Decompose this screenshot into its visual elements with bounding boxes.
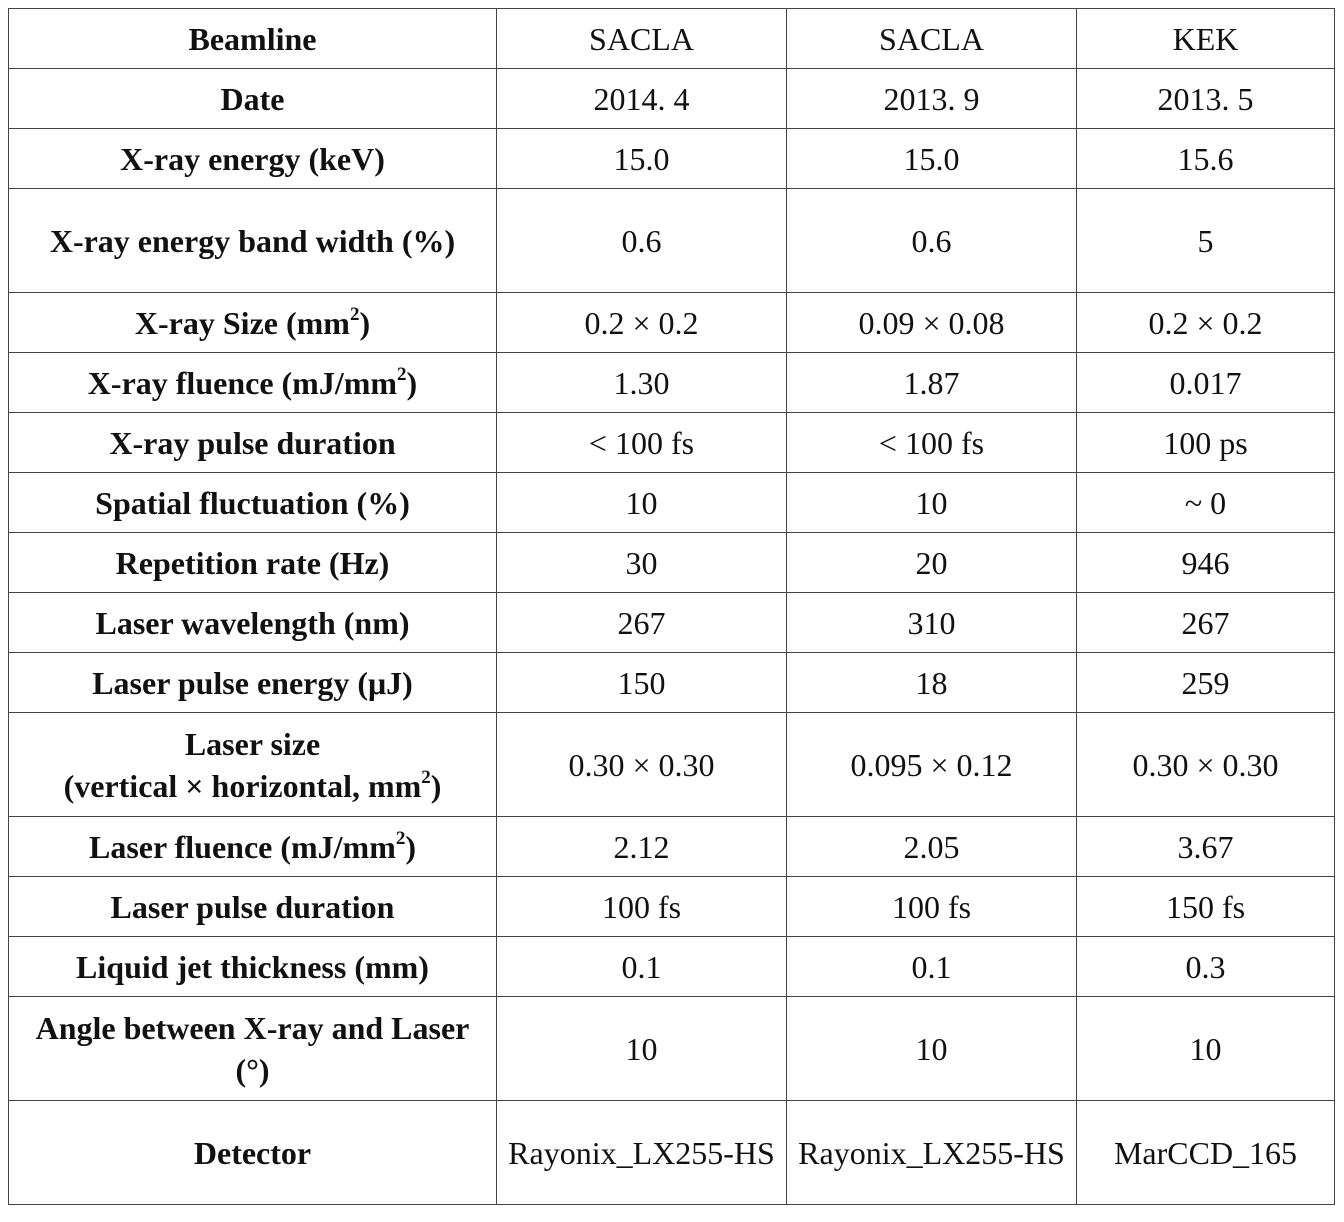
table-row-xray-size — [9, 293, 1335, 353]
row-label: Date — [9, 69, 497, 129]
cell-kek: 150 fs — [1077, 877, 1335, 937]
label-text-end: ) — [405, 828, 417, 865]
row-label: X-ray energy band width (%) — [9, 189, 497, 293]
cell-sacla-2014: 0.1 — [497, 937, 787, 997]
cell-sacla-2014: 2.12 — [497, 817, 787, 877]
table-row-detector — [9, 1101, 1335, 1205]
cell-sacla-2013: 15.0 — [787, 129, 1077, 189]
row-label — [9, 713, 497, 817]
table-row-laser-fluence — [9, 817, 1335, 877]
cell-sacla-2013: 0.1 — [787, 937, 1077, 997]
cell-sacla-2013: 20 — [787, 533, 1077, 593]
row-label: Angle between X-ray and Laser (°) — [9, 997, 497, 1101]
table-row-beamline — [9, 9, 1335, 69]
cell-kek: 10 — [1077, 997, 1335, 1101]
cell-sacla-2014: 30 — [497, 533, 787, 593]
table-row-date — [9, 69, 1335, 129]
row-label: X-ray pulse duration — [9, 413, 497, 473]
label-text-end: ) — [430, 767, 442, 804]
cell-sacla-2013: 18 — [787, 653, 1077, 713]
cell-sacla-2014: 10 — [497, 473, 787, 533]
cell-sacla-2013: 0.095 × 0.12 — [787, 713, 1077, 817]
cell-kek: 0.3 — [1077, 937, 1335, 997]
cell-kek: 15.6 — [1077, 129, 1335, 189]
table-row-angle — [9, 997, 1335, 1101]
cell-kek: 3.67 — [1077, 817, 1335, 877]
label-superscript: 2 — [421, 766, 431, 788]
cell-kek: 0.2 × 0.2 — [1077, 293, 1335, 353]
cell-kek: 0.30 × 0.30 — [1077, 713, 1335, 817]
cell-sacla-2014: 150 — [497, 653, 787, 713]
cell-sacla-2013: < 100 fs — [787, 413, 1077, 473]
cell-sacla-2014: 15.0 — [497, 129, 787, 189]
label-text: (vertical × horizontal, mm — [63, 767, 422, 804]
cell-sacla-2013: 2.05 — [787, 817, 1077, 877]
label-line-1: Laser size — [184, 725, 321, 762]
row-label: Beamline — [9, 9, 497, 69]
label-superscript: 2 — [397, 363, 407, 385]
label-superscript: 2 — [395, 827, 406, 849]
cell-sacla-2013: 2013. 9 — [787, 69, 1077, 129]
cell-kek: 0.017 — [1077, 353, 1335, 413]
cell-kek: MarCCD_165 — [1077, 1101, 1335, 1205]
parameters-table — [8, 8, 1335, 1205]
cell-sacla-2013: 1.87 — [787, 353, 1077, 413]
cell-sacla-2014: 0.30 × 0.30 — [497, 713, 787, 817]
cell-kek: ~ 0 — [1077, 473, 1335, 533]
table-row-laser-pulse-energy — [9, 653, 1335, 713]
cell-sacla-2014: Rayonix_LX255-HS — [497, 1101, 787, 1205]
label-text: X-ray fluence (mJ/mm — [87, 364, 398, 401]
row-label: Laser pulse energy (μJ) — [9, 653, 497, 713]
row-label: Repetition rate (Hz) — [9, 533, 497, 593]
cell-sacla-2014: 1.30 — [497, 353, 787, 413]
row-label: Detector — [9, 1101, 497, 1205]
table-row-laser-pulse-duration — [9, 877, 1335, 937]
cell-kek: 946 — [1077, 533, 1335, 593]
cell-sacla-2013: 10 — [787, 997, 1077, 1101]
cell-kek: 267 — [1077, 593, 1335, 653]
label-text-end: ) — [406, 364, 418, 401]
table-row-repetition-rate — [9, 533, 1335, 593]
cell-kek: KEK — [1077, 9, 1335, 69]
cell-sacla-2014: 0.6 — [497, 189, 787, 293]
row-label: Spatial fluctuation (%) — [9, 473, 497, 533]
row-label: Laser wavelength (nm) — [9, 593, 497, 653]
cell-kek: 259 — [1077, 653, 1335, 713]
table-row-xray-fluence — [9, 353, 1335, 413]
table-row-xray-energy — [9, 129, 1335, 189]
cell-sacla-2014: < 100 fs — [497, 413, 787, 473]
cell-sacla-2013: 0.6 — [787, 189, 1077, 293]
table-row-spatial-fluctuation — [9, 473, 1335, 533]
row-label: Laser pulse duration — [9, 877, 497, 937]
cell-sacla-2013: SACLA — [787, 9, 1077, 69]
cell-sacla-2014: 10 — [497, 997, 787, 1101]
cell-sacla-2013: 100 fs — [787, 877, 1077, 937]
row-label: Liquid jet thickness (mm) — [9, 937, 497, 997]
cell-sacla-2013: 0.09 × 0.08 — [787, 293, 1077, 353]
table-row-liquid-jet-thickness — [9, 937, 1335, 997]
cell-sacla-2013: 10 — [787, 473, 1077, 533]
cell-sacla-2014: 100 fs — [497, 877, 787, 937]
table-row-laser-wavelength — [9, 593, 1335, 653]
table-row-laser-size — [9, 713, 1335, 817]
label-superscript: 2 — [349, 303, 360, 325]
label-text: X-ray Size (mm — [134, 304, 350, 341]
table-row-xray-bandwidth — [9, 189, 1335, 293]
cell-sacla-2013: 310 — [787, 593, 1077, 653]
cell-kek: 100 ps — [1077, 413, 1335, 473]
cell-sacla-2014: 267 — [497, 593, 787, 653]
cell-sacla-2013: Rayonix_LX255-HS — [787, 1101, 1077, 1205]
cell-kek: 2013. 5 — [1077, 69, 1335, 129]
cell-sacla-2014: 2014. 4 — [497, 69, 787, 129]
label-text: Laser fluence (mJ/mm — [88, 828, 396, 865]
row-label — [9, 293, 497, 353]
row-label — [9, 817, 497, 877]
cell-sacla-2014: 0.2 × 0.2 — [497, 293, 787, 353]
cell-kek: 5 — [1077, 189, 1335, 293]
row-label: X-ray energy (keV) — [9, 129, 497, 189]
label-text-end: ) — [359, 304, 371, 341]
table-row-xray-pulse-duration — [9, 413, 1335, 473]
row-label — [9, 353, 497, 413]
cell-sacla-2014: SACLA — [497, 9, 787, 69]
